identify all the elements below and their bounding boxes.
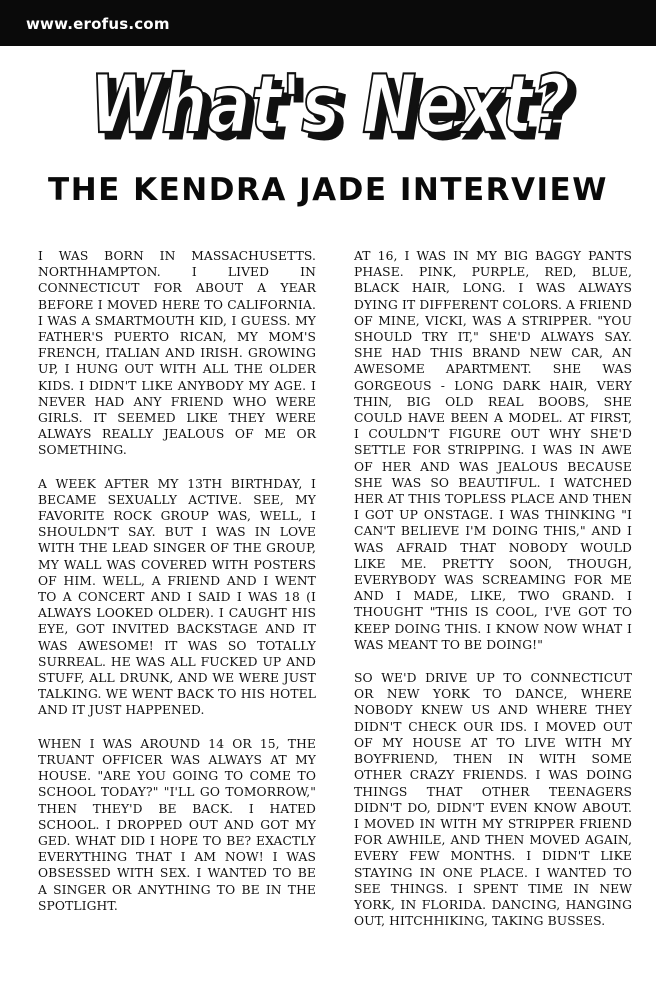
paragraph: A WEEK AFTER MY 13TH BIRTHDAY, I BECAME SEXUALLY ACTIVE. SEE, MY FAVORITE ROCK GROUP WAS, WELL, I SHOULDN'T SAY. BUT I WAS IN LOVE WITH THE LEAD SINGER OF THE GROUP, MY WALL WAS COVERED WITH POSTERS OF HIM. WELL, A FRIEND AND I WENT TO A CONCERT AND I SAID I WAS 18 (I ALWAYS LOOKED OLDER). I CAUGHT HIS EYE, GOT INVITED BACKSTAGE AND IT WAS AWESOME! IT WAS SO TOTALLY SURREAL. HE WAS ALL FUCKED UP AND STUFF, ALL DRUNK, AND WE WERE JUST TALKING. WE WENT BACK TO HIS HOTEL AND IT JUST HAPPENED. xyxy=(38,476,316,718)
title-shadow: What's Next? xyxy=(97,64,577,157)
title-text: What's Next? xyxy=(90,58,570,151)
paragraph: WHEN I WAS AROUND 14 OR 15, THE TRUANT OFFICER WAS ALWAYS AT MY HOUSE. "ARE YOU GOING TO COME TO SCHOOL TODAY?" "I'LL GO TOMORROW," THEN THEY'D BE BACK. I HATED SCHOOL. I DROPPED OUT AND GOT MY GED. WHAT DID I HOPE TO BE? EXACTLY EVERYTHING THAT I AM NOW! I WAS OBSESSED WITH SEX. I WANTED TO BE A SINGER OR ANYTHING TO BE IN THE SPOTLIGHT. xyxy=(38,736,316,913)
title-logo xyxy=(60,46,600,176)
left-column xyxy=(38,248,316,931)
paragraph: SO WE'D DRIVE UP TO CONNECTICUT OR NEW YORK TO DANCE, WHERE NOBODY KNEW US AND WHERE THEY DIDN'T CHECK OUR IDS. I MOVED OUT OF MY HOUSE AT TO LIVE WITH MY BOYFRIEND, THEN IN WITH SOME OTHER CRAZY FRIENDS. I WAS DOING THINGS THAT OTHER TEENAGERS DIDN'T DO, DIDN'T EVEN KNOW ABOUT. I MOVED IN WITH MY STRIPPER FRIEND FOR AWHILE, AND THEN MOVED AGAIN, EVERY FEW MONTHS. I DIDN'T LIKE STAYING IN ONE PLACE. I WANTED TO SEE THINGS. I SPENT TIME IN NEW YORK, IN FLORIDA. DANCING, HANGING OUT, HITCHHIKING, TAKING BUSSES. xyxy=(354,671,632,929)
title-graphic xyxy=(60,46,600,176)
paragraph: AT 16, I WAS IN MY BIG BAGGY PANTS PHASE. PINK, PURPLE, RED, BLUE, BLACK HAIR, LONG. I WAS ALWAYS DYING IT DIFFERENT COLORS. A FRIEND OF MINE, VICKI, WAS A STRIPPER. "YOU SHOULD TRY IT," SHE'D ALWAYS SAY. SHE HAD THIS BRAND NEW CAR, AN AWESOME APARTMENT. SHE WAS GORGEOUS - LONG DARK HAIR, VERY THIN, BIG OLD REAL BOOBS, SHE COULD HAVE BEEN A MODEL. AT FIRST, I COULDN'T FIGURE OUT WHY SHE'D SETTLE FOR STRIPPING. I WAS IN AWE OF HER AND WAS JEALOUS BECAUSE SHE WAS SO BEAUTIFUL. I WATCHED HER AT THIS TOPLESS PLACE AND THEN I GOT UP ONSTAGE. I WAS THINKING "I CAN'T BELIEVE I'M DOING THIS," AND I WAS AFRAID THAT NOBODY WOULD LIKE ME. PRETTY SOON, THOUGH, EVERYBODY WAS SCREAMING FOR ME AND I MADE, LIKE, TWO GRAND. I THOUGHT "THIS IS COOL, I'VE GOT TO KEEP DOING THIS. I KNOW NOW WHAT I WAS MEANT TO BE DOING!" xyxy=(354,249,632,652)
interview-subtitle: THE KENDRA JADE INTERVIEW xyxy=(48,172,608,208)
paragraph: I WAS BORN IN MASSACHUSETTS. NORTHHAMPTON. I LIVED IN CONNECTICUT FOR ABOUT A YEAR BEFORE I MOVED HERE TO CALIFORNIA. I WAS A SMARTMOUTH KID, I GUESS. MY FATHER'S PUERTO RICAN, MY MOM'S FRENCH, ITALIAN AND IRISH. GROWING UP, I HUNG OUT WITH ALL THE OLDER KIDS. I DIDN'T LIKE ANYBODY MY AGE. I NEVER HAD ANY FRIEND WHO WERE GIRLS. IT SEEMED LIKE THEY WERE ALWAYS REALLY JEALOUS OF ME OR SOMETHING. xyxy=(38,249,316,458)
right-column xyxy=(354,248,632,946)
watermark-bar xyxy=(0,0,656,46)
watermark-text: www.erofus.com xyxy=(26,15,170,33)
